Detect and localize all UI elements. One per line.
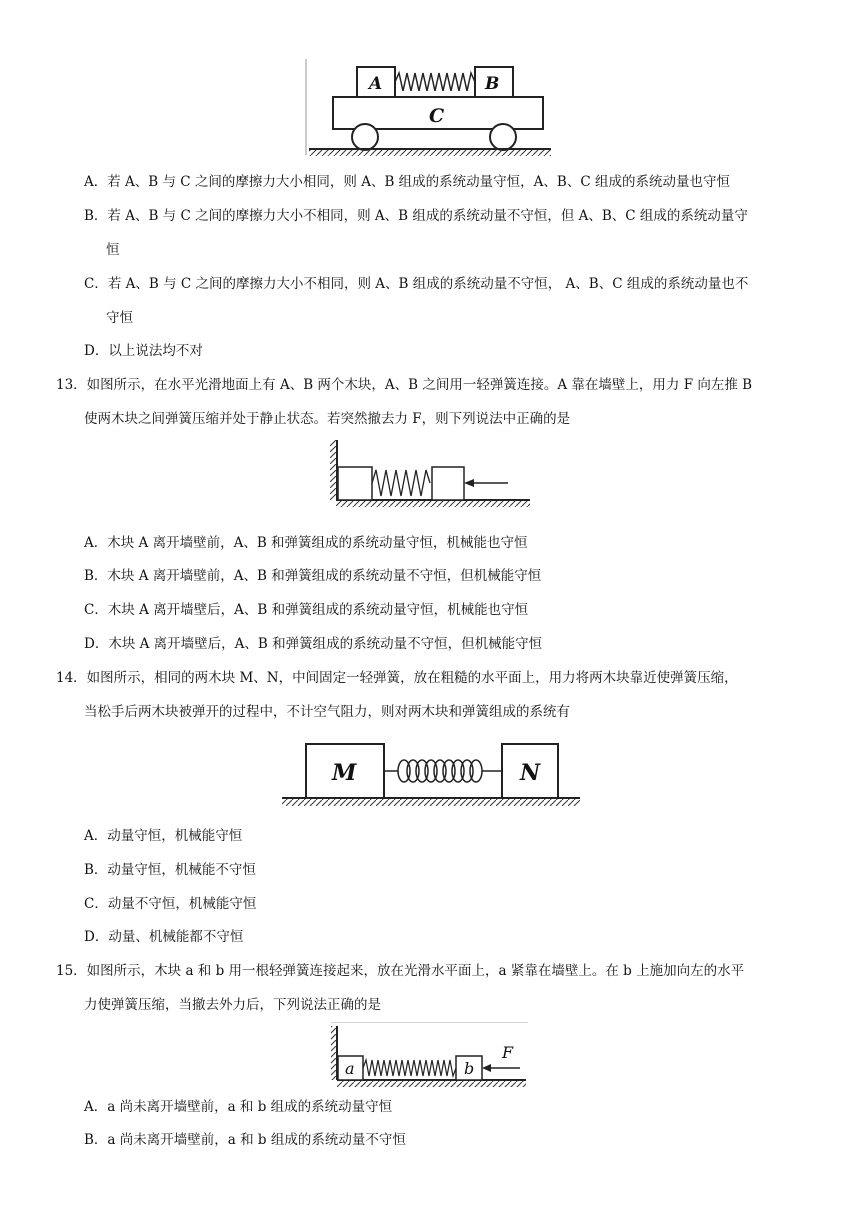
q14-option-c: C．动量不守恒，机械能守恒 bbox=[84, 896, 257, 912]
label-b: B bbox=[485, 74, 500, 94]
q12-option-b-line2: 恒 bbox=[106, 242, 120, 258]
q13-option-c: C．木块 A 离开墙壁后，A、B 和弹簧组成的系统动量守恒，机械能也守恒 bbox=[84, 602, 529, 618]
q14-stem-line1: 14．如图所示，相同的两木块 M、N，中间固定一轻弹簧，放在粗糙的水平面上，用力将两木块靠近使弹簧压缩， bbox=[56, 670, 738, 686]
q12-option-c-line1: C．若 A、B 与 C 之间的摩擦力大小不相同，则 A、B 组成的系统动量不守恒， A、B、C 组成的系统动量也不 bbox=[84, 276, 749, 292]
block-a bbox=[338, 467, 372, 500]
q12-option-d: D．以上说法均不对 bbox=[84, 343, 203, 359]
label-b: b bbox=[464, 1059, 475, 1078]
q14-stem-line2: 当松手后两木块被弹开的过程中，不计空气阻力，则对两木块和弹簧组成的系统有 bbox=[84, 704, 570, 720]
label-n: N bbox=[520, 760, 541, 786]
figure-ab-force bbox=[330, 1022, 530, 1088]
q12-option-b-line1: B．若 A、B 与 C 之间的摩擦力大小不相同，则 A、B 组成的系统动量不守恒，但 A、B、C 组成的系统动量守 bbox=[84, 208, 748, 224]
wheel-left bbox=[352, 124, 378, 150]
label-m: M bbox=[332, 760, 357, 786]
q13-option-d: D．木块 A 离开墙壁后，A、B 和弹簧组成的系统动量不守恒，但机械能守恒 bbox=[84, 636, 543, 652]
q15-option-a: A．a 尚未离开墙壁前，a 和 b 组成的系统动量守恒 bbox=[84, 1099, 393, 1115]
spring bbox=[363, 1060, 456, 1076]
q14-option-d: D．动量、机械能都不守恒 bbox=[84, 929, 244, 945]
q15-stem-line2: 力使弹簧压缩，当撤去外力后，下列说法正确的是 bbox=[84, 997, 381, 1013]
q12-option-c-line2: 守恒 bbox=[106, 310, 133, 326]
q12-option-a: A．若 A、B 与 C 之间的摩擦力大小相同，则 A、B 组成的系统动量守恒，A、B、C 组成的系统动量也守恒 bbox=[84, 174, 730, 190]
label-c: C bbox=[429, 105, 445, 127]
q15-stem-line1: 15．如图所示，木块 a 和 b 用一根轻弹簧连接起来，放在光滑水平面上，a 紧靠在墙壁上。在 b 上施加向左的水平 bbox=[56, 963, 745, 979]
q15-option-b: B．a 尚未离开墙壁前，a 和 b 组成的系统动量不守恒 bbox=[84, 1132, 406, 1148]
wheel-right bbox=[490, 124, 516, 150]
block-b bbox=[432, 467, 464, 500]
label-f: F bbox=[502, 1043, 514, 1062]
label-a: A bbox=[369, 74, 383, 94]
q13-stem-line1: 13．如图所示，在水平光滑地面上有 A、B 两个木块，A、B 之间用一轻弹簧连接。A 靠在墙壁上，用力 F 向左推 B bbox=[56, 377, 753, 393]
spring bbox=[372, 470, 430, 496]
label-a: a bbox=[345, 1059, 355, 1078]
figure-cart-abc bbox=[305, 59, 555, 159]
q13-stem-line2: 使两木块之间弹簧压缩并处于静止状态。若突然撤去力 F，则下列说法中正确的是 bbox=[84, 411, 571, 427]
q13-option-a: A．木块 A 离开墙壁前，A、B 和弹簧组成的系统动量守恒，机械能也守恒 bbox=[84, 535, 528, 551]
q14-option-b: B．动量守恒，机械能不守恒 bbox=[84, 862, 256, 878]
figure-wall-spring-blocks bbox=[330, 440, 534, 512]
q14-option-a: A．动量守恒，机械能守恒 bbox=[84, 828, 243, 844]
coil-spring bbox=[398, 760, 482, 782]
q13-option-b: B．木块 A 离开墙壁前，A、B 和弹簧组成的系统动量不守恒，但机械能守恒 bbox=[84, 568, 542, 584]
figure-mn-spring bbox=[280, 740, 582, 810]
